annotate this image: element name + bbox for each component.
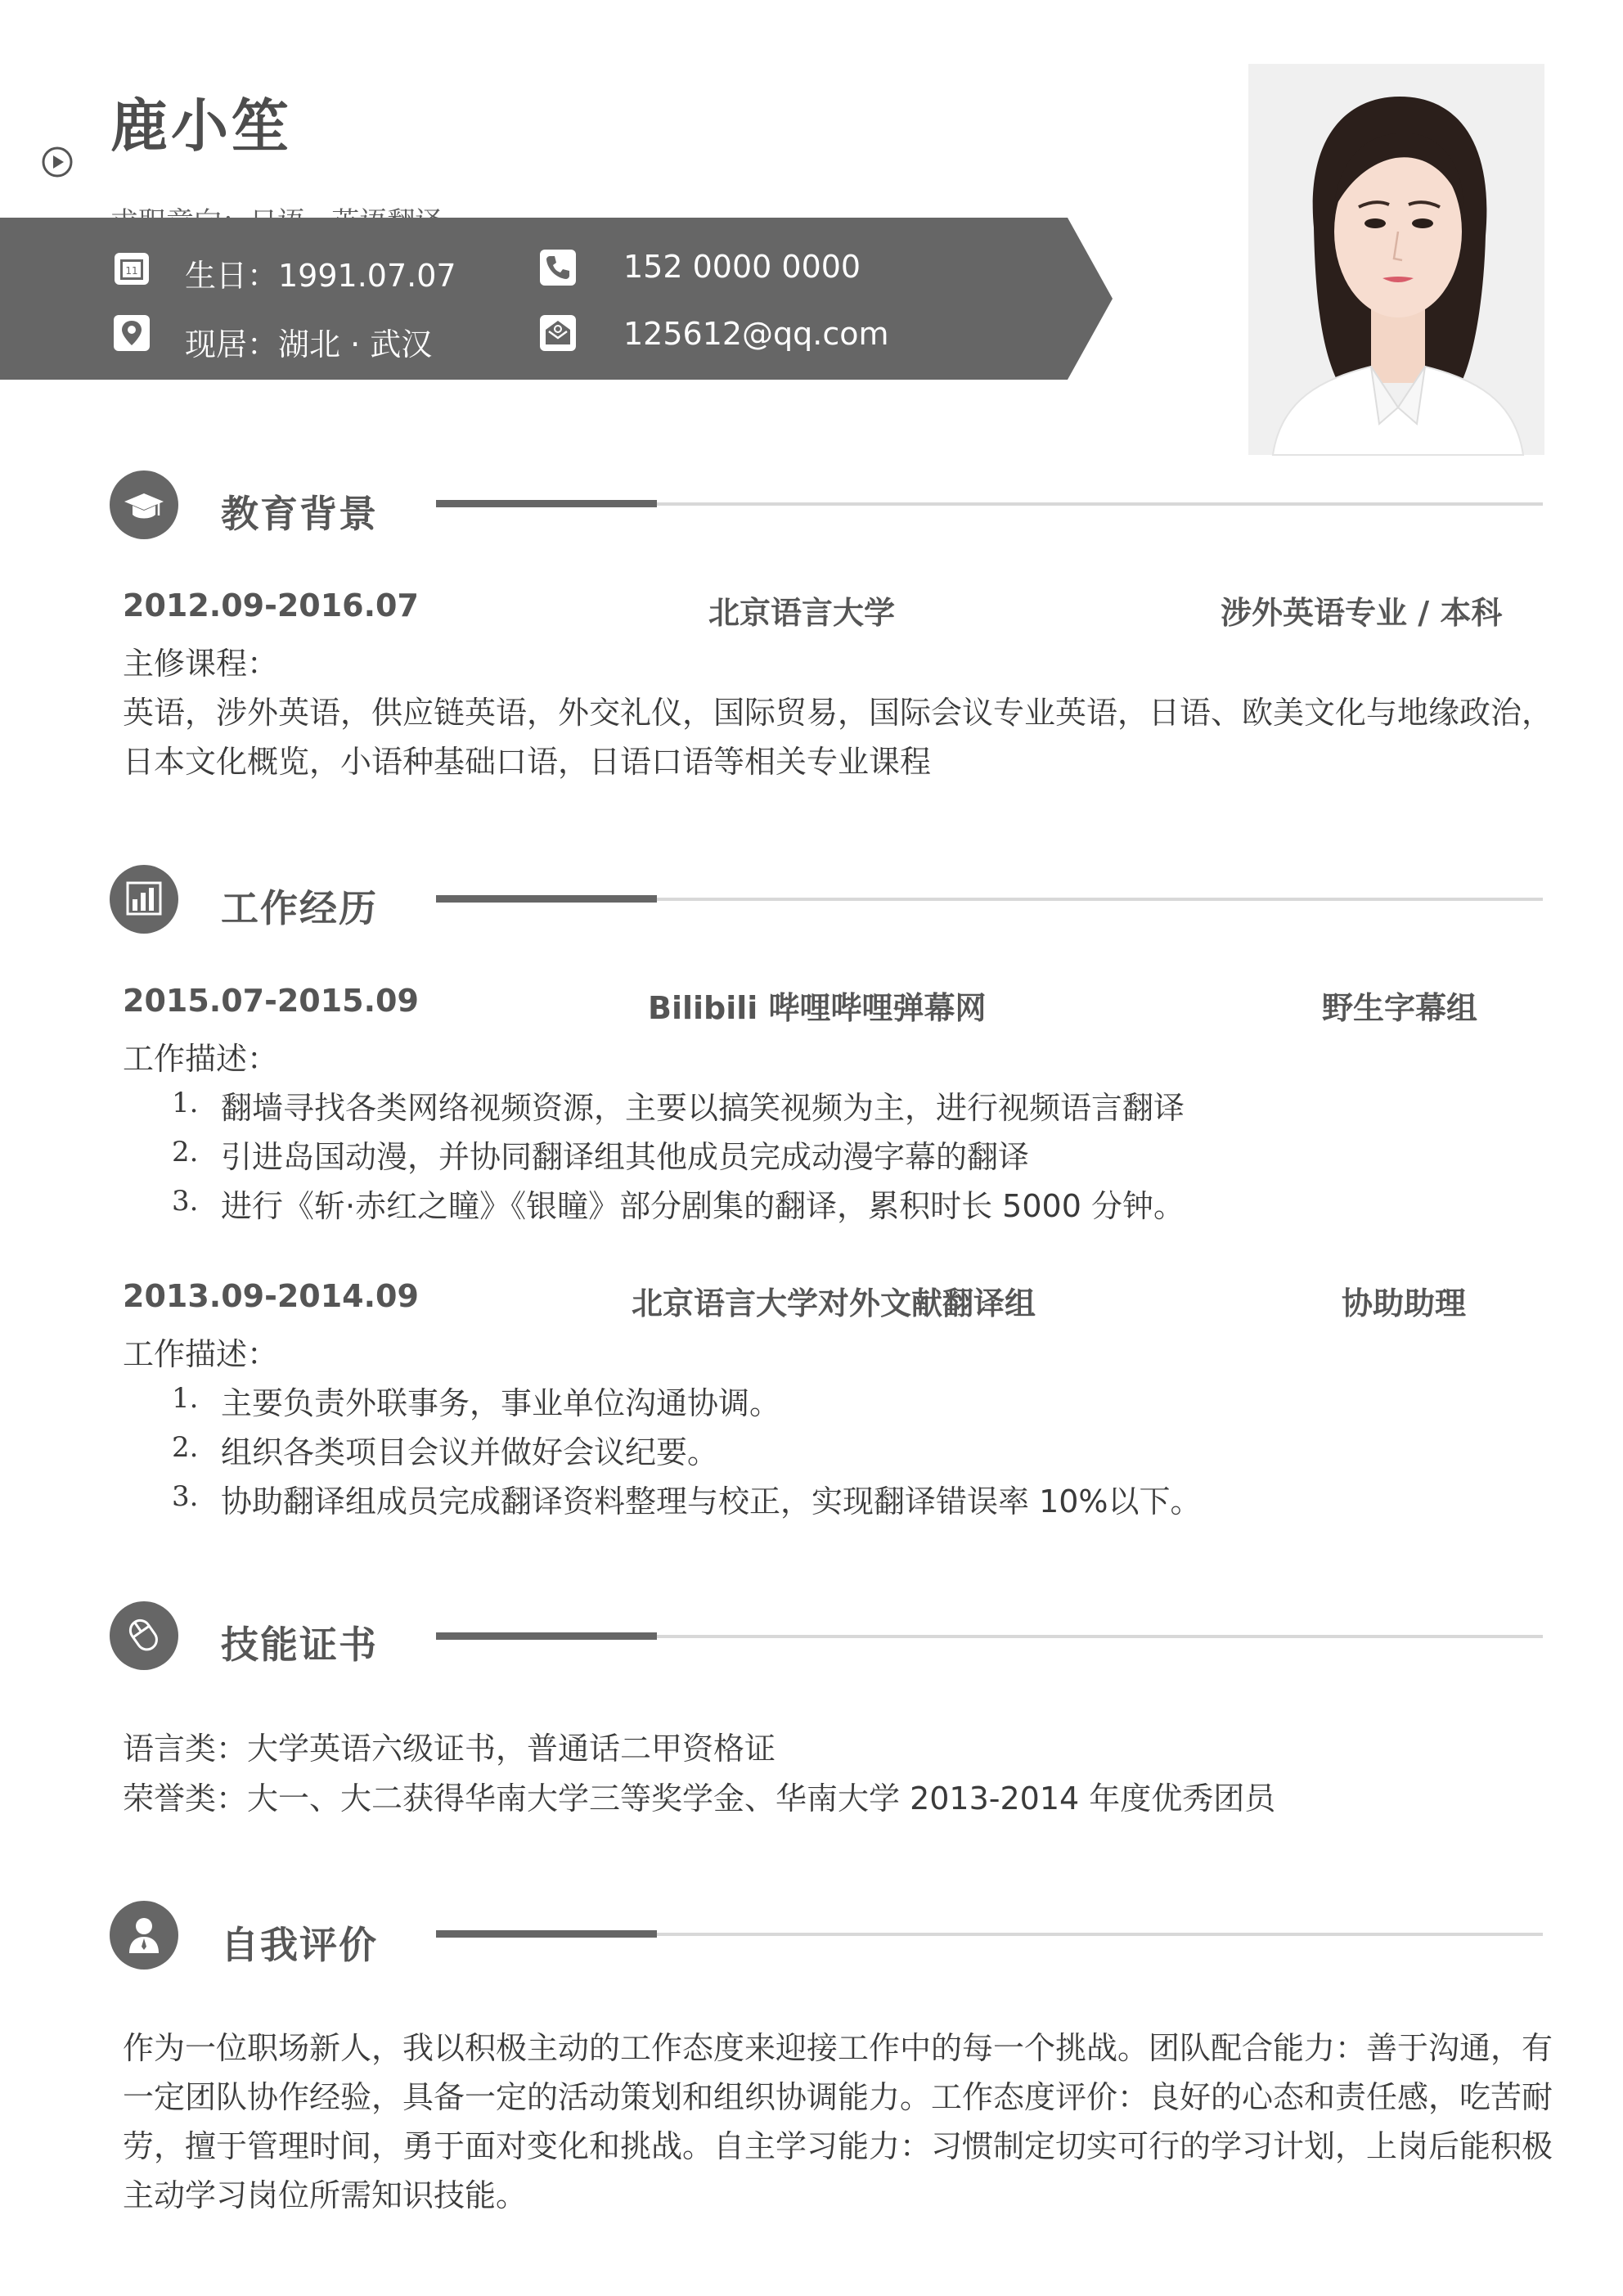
section-divider-accent [436, 895, 657, 903]
job-date: 2013.09-2014.09 [123, 1278, 419, 1314]
job-desc-label: 工作描述： [123, 1336, 279, 1372]
job-desc-item: 引进岛国动漫，并协同翻译组其他成员完成动漫字幕的翻译 [221, 1139, 1030, 1175]
section-divider-accent [436, 500, 657, 507]
birthday-text: 生日：1991.07.07 [185, 258, 456, 294]
graduation-cap-icon [110, 470, 178, 539]
education-date: 2012.09-2016.07 [123, 588, 419, 624]
play-circle-icon[interactable] [41, 146, 74, 178]
self-eval-line: 一定团队协作经验，具备一定的活动策划和组织协调能力。工作态度评价：良好的心态和责任感，吃苦耐 [123, 2079, 1553, 2115]
location-pin-icon [112, 313, 151, 353]
courses-label: 主修课程： [123, 646, 279, 682]
job-desc-item: 主要负责外联事务，事业单位沟通协调。 [221, 1385, 781, 1421]
courses-line: 日本文化概览，小语种基础口语，日语口语等相关专业课程 [123, 744, 932, 780]
bar-chart-icon [110, 865, 178, 934]
job-desc-label: 工作描述： [123, 1041, 279, 1077]
job-desc-item: 组织各类项目会议并做好会议纪要。 [221, 1434, 719, 1470]
mouse-icon [110, 1601, 178, 1670]
self-eval-line: 劳，擅于管理时间，勇于面对变化和挑战。自主学习能力：习惯制定切实可行的学习计划，上岗后能积极 [123, 2128, 1553, 2164]
job-role: 野生字幕组 [1322, 990, 1478, 1026]
education-school: 北京语言大学 [708, 595, 896, 631]
list-number: 2. [172, 1431, 199, 1464]
job-desc-item: 协助翻译组成员完成翻译资料整理与校正，实现翻译错误率 10%以下。 [221, 1483, 1202, 1519]
list-number: 1. [172, 1382, 199, 1415]
section-divider-accent [436, 1930, 657, 1938]
section-title-education: 教育背景 [221, 492, 378, 536]
job-role: 协助助理 [1342, 1285, 1467, 1321]
self-eval-line: 作为一位职场新人，我以积极主动的工作态度来迎接工作中的每一个挑战。团队配合能力：善于沟通，有 [123, 2030, 1553, 2066]
skills-language: 语言类：大学英语六级证书，普通话二甲资格证 [123, 1731, 776, 1767]
list-number: 1. [172, 1087, 199, 1119]
job-company: Bilibili 哔哩哔哩弹幕网 [648, 990, 987, 1026]
email-icon [538, 313, 578, 353]
section-divider-accent [436, 1632, 657, 1640]
list-number: 3. [172, 1480, 199, 1513]
job-date: 2015.07-2015.09 [123, 983, 419, 1019]
list-number: 3. [172, 1185, 199, 1218]
courses-line: 英语，涉外英语，供应链英语，外交礼仪，国际贸易，国际会议专业英语，日语、欧美文化与地缘政治， [123, 695, 1553, 731]
section-title-self: 自我评价 [221, 1923, 378, 1967]
calendar-icon-day: 11 [125, 265, 138, 277]
self-eval-line: 主动学习岗位所需知识技能。 [123, 2177, 528, 2213]
phone-icon [538, 248, 578, 287]
job-intention-text [110, 200, 443, 218]
candidate-name: 鹿小笙 [110, 92, 292, 160]
job-company: 北京语言大学对外文献翻译组 [632, 1285, 1036, 1321]
calendar-icon [112, 248, 151, 287]
contact-banner [0, 218, 1113, 380]
skills-honors: 荣誉类：大一、大二获得华南大学三等奖学金、华南大学 2013-2014 年度优秀团员 [123, 1781, 1276, 1817]
education-major: 涉外英语专业 / 本科 [1221, 595, 1503, 631]
section-title-work: 工作经历 [221, 886, 378, 930]
location-text: 现居：湖北 · 武汉 [185, 326, 433, 362]
person-icon [110, 1901, 178, 1970]
list-number: 2. [172, 1136, 199, 1168]
section-title-skills: 技能证书 [221, 1623, 378, 1667]
job-desc-item: 翻墙寻找各类网络视频资源，主要以搞笑视频为主，进行视频语言翻译 [221, 1090, 1185, 1126]
email-text: 125612@qq.com [623, 316, 889, 352]
job-desc-item: 进行《斩·赤红之瞳》《银瞳》部分剧集的翻译，累积时长 5000 分钟。 [221, 1188, 1185, 1224]
phone-text: 152 0000 0000 [623, 249, 861, 285]
profile-photo [1248, 64, 1544, 455]
